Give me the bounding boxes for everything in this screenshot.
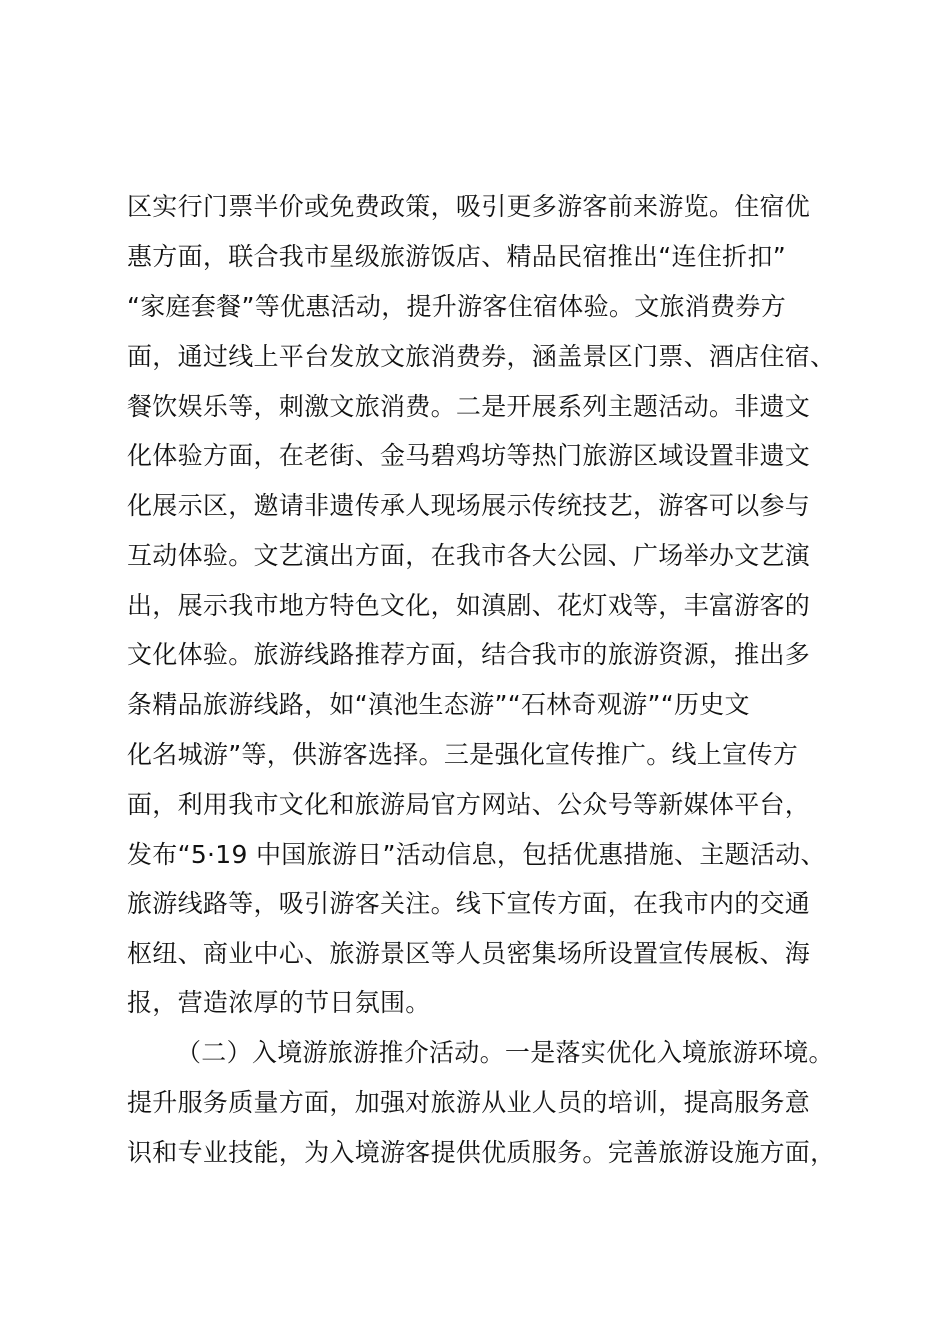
text-line: 化体验方面，在老街、金马碧鸡坊等热门旅游区域设置非遗文	[127, 441, 811, 470]
text-line: 区实行门票半价或免费政策，吸引更多游客前来游览。住宿优	[127, 192, 811, 221]
text-line: 面，利用我市文化和旅游局官方网站、公众号等新媒体平台，	[127, 790, 811, 819]
text-line: 文化体验。旅游线路推荐方面，结合我市的旅游资源，推出多	[127, 640, 811, 669]
text-line: 旅游线路等，吸引游客关注。线下宣传方面，在我市内的交通	[127, 889, 811, 918]
text-line: 发布“5·19 中国旅游日”活动信息，包括优惠措施、主题活动、	[127, 840, 826, 869]
text-line: 识和专业技能，为入境游客提供优质服务。完善旅游设施方面，	[127, 1138, 836, 1167]
text-line: 化展示区，邀请非遗传承人现场展示传统技艺，游客可以参与	[127, 491, 811, 520]
text-line: 条精品旅游线路，如“滇池生态游”“石林奇观游”“历史文	[127, 690, 750, 719]
text-line: 提升服务质量方面，加强对旅游从业人员的培训，提高服务意	[127, 1088, 811, 1117]
text-line: 互动体验。文艺演出方面，在我市各大公园、广场举办文艺演	[127, 541, 811, 570]
text-line: “家庭套餐”等优惠活动，提升游客住宿体验。文旅消费券方	[127, 292, 787, 321]
text-line: 餐饮娱乐等，刺激文旅消费。二是开展系列主题活动。非遗文	[127, 392, 811, 421]
text-line: 枢纽、商业中心、旅游景区等人员密集场所设置宣传展板、海	[127, 939, 811, 968]
text-line: 惠方面，联合我市星级旅游饭店、精品民宿推出“连住折扣”	[127, 242, 787, 271]
text-line: 面，通过线上平台发放文旅消费券，涵盖景区门票、酒店住宿、	[127, 342, 836, 371]
text-line: 化名城游”等，供游客选择。三是强化宣传推广。线上宣传方	[127, 740, 799, 769]
text-line: 报，营造浓厚的节日氛围。	[127, 988, 431, 1017]
section-heading-line: （二）入境游旅游推介活动。一是落实优化入境旅游环境。	[176, 1038, 834, 1067]
text-line: 出，展示我市地方特色文化，如滇剧、花灯戏等，丰富游客的	[127, 591, 811, 620]
